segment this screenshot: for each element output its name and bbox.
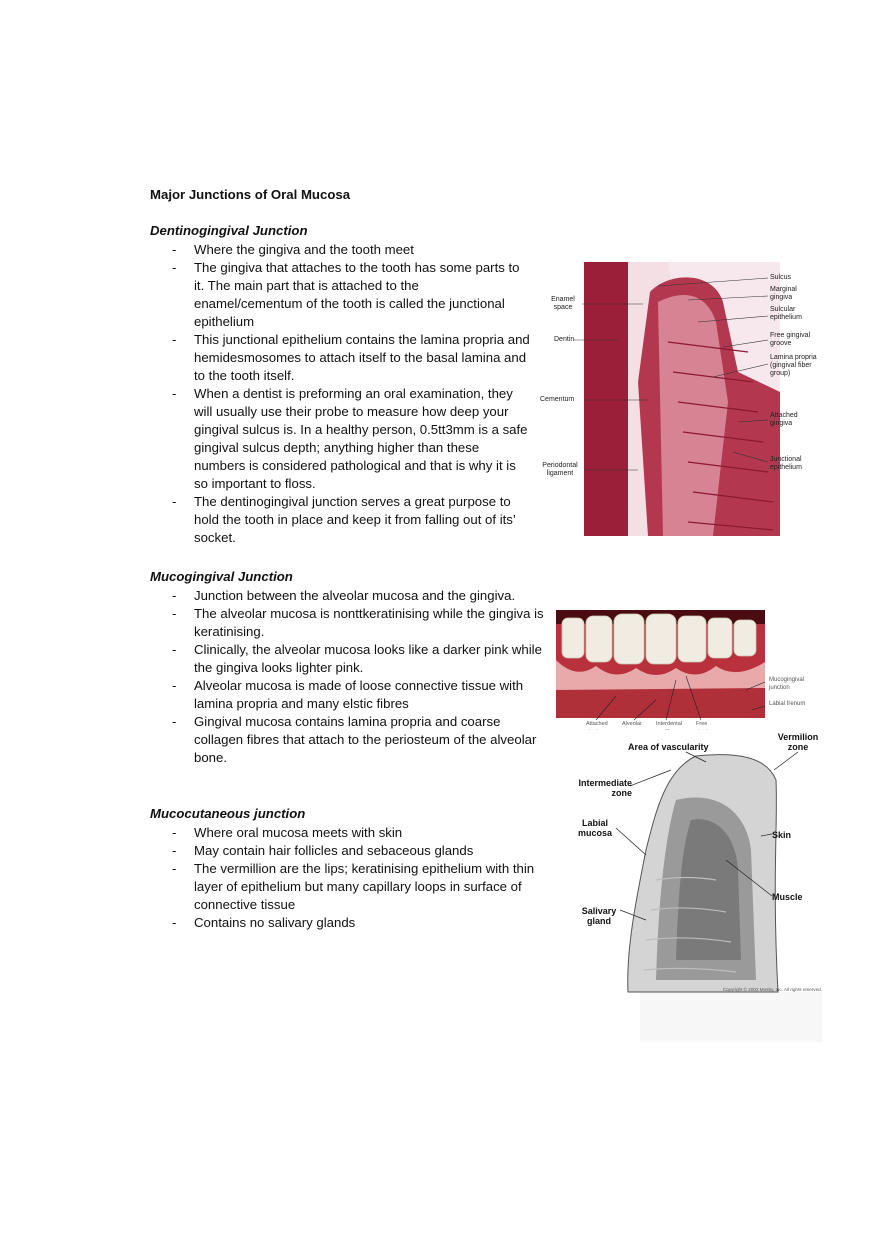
bullet-list-dentinogingival [150, 241, 530, 547]
mucogingival-photo-figure [556, 610, 820, 736]
label-skin: Skin [772, 830, 792, 840]
label-area-of-vascularity: Area of vascularity [628, 742, 709, 752]
list-item: - Gingival mucosa contains lamina propria and coarse collagen fibres that attach to the periosteum of the alveolar bone. [150, 713, 550, 767]
label-periodontal-ligament: Periodontal ligament [542, 462, 578, 477]
label-sulcus: Sulcus [770, 274, 792, 281]
figure-copyright: Copyright © 2002 Mosby, Inc. All rights reserved. [722, 987, 822, 992]
label-junctional-epithelium: Junctional epithelium [770, 456, 802, 471]
label-alveolar-mucosa: Alveolar [622, 721, 642, 727]
list-item: - The vermillion are the lips; keratinising epithelium with thin layer of epithelium but many capillary loops in surface of connective tissue [150, 860, 562, 914]
label-salivary-gland: Salivary gland [581, 906, 617, 926]
lip-section-illustration [566, 730, 822, 1042]
list-item: - Clinically, the alveolar mucosa looks like a darker pink while the gingiva looks lighter pink. [150, 641, 550, 677]
list-item: - The dentinogingival junction serves a great purpose to hold the tooth in place and keep it from falling out of its’ socket. [150, 493, 530, 547]
label-muscle: Muscle [772, 892, 803, 902]
label-free-gingiva: Free [696, 721, 708, 727]
label-labial-mucosa: Labial mucosa [577, 818, 612, 838]
list-item: - Contains no salivary glands [150, 914, 562, 932]
label-attached-gingiva: Attached gingiva [770, 412, 798, 427]
label-attached-gingiva-photo: Attached [586, 721, 608, 727]
label-free-gingival-groove: Free gingival groove [770, 332, 811, 347]
section-heading-dentinogingival: Dentinogingival Junction [150, 223, 308, 238]
label-intermediate-zone: Intermediate zone [578, 778, 632, 798]
histology-illustration [538, 262, 820, 538]
section-heading-mucocutaneous: Mucocutaneous junction [150, 806, 306, 821]
mucocutaneous-histology-figure [566, 730, 822, 1042]
label-enamel-space: Enamel space [551, 296, 575, 311]
bullet-list-mucogingival [150, 587, 550, 767]
list-item: - Alveolar mucosa is made of loose connective tissue with lamina propria and many elstic fibres [150, 677, 550, 713]
label-labial-frenum: Labial frenum [769, 701, 806, 707]
list-item: - The alveolar mucosa is nonttkeratinising while the gingiva is keratinising. [150, 605, 550, 641]
label-vermilion-zone: Vermilion zone [777, 732, 819, 752]
teeth-photo-illustration [556, 610, 820, 736]
label-mucogingival-junction: Mucogingival junction [769, 677, 805, 691]
list-item: - This junctional epithelium contains the lamina propria and hemidesmosomes to attach itself to the basal lamina and to the tooth itself. [150, 331, 530, 385]
label-cementum: Cementum [540, 396, 575, 403]
label-dentin: Dentin [554, 336, 575, 343]
bullet-list-mucocutaneous [150, 824, 562, 932]
list-item: - The gingiva that attaches to the tooth has some parts to it. The main part that is attached to the enamel/cementum of the tooth is called the junctional epithelium [150, 259, 530, 331]
list-item: - Junction between the alveolar mucosa and the gingiva. [150, 587, 550, 605]
page-title: Major Junctions of Oral Mucosa [150, 187, 351, 202]
list-item: - Where the gingiva and the tooth meet [150, 241, 530, 259]
label-lamina-propria: Lamina propria (gingival fiber group) [770, 354, 817, 377]
label-interdental-papilla: Interdental [656, 721, 682, 727]
label-sulcular-epithelium: Sulcular epithelium [770, 306, 802, 321]
list-item: - Where oral mucosa meets with skin [150, 824, 562, 842]
label-marginal-gingiva: Marginal gingiva [770, 286, 797, 301]
dentinogingival-histology-figure [538, 262, 820, 538]
list-item: - When a dentist is preforming an oral examination, they will usually use their probe to measure how deep your gingival sulcus is. In a healthy person, 0.5tt3mm is a safe gingival sulcus depth; anything higher than these numbers is considered pathological and that is why it is so important to floss. [150, 385, 530, 493]
section-heading-mucogingival: Mucogingival Junction [150, 569, 293, 584]
list-item: - May contain hair follicles and sebaceous glands [150, 842, 562, 860]
